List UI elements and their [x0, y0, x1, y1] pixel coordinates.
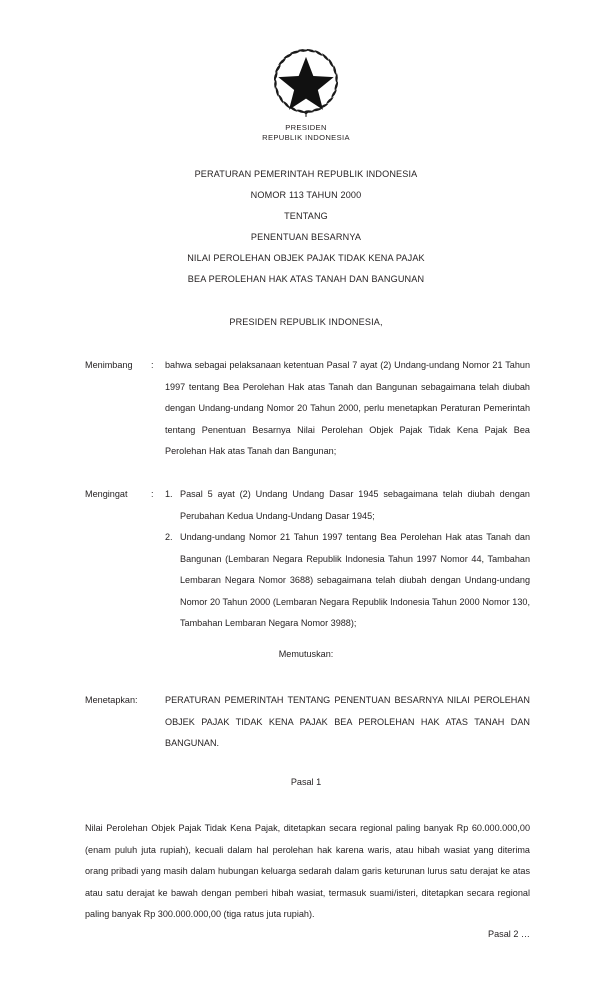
- emblem-caption-line-2: REPUBLIK INDONESIA: [262, 132, 350, 142]
- mengingat-item-text: Pasal 5 ayat (2) Undang Undang Dasar 1945 sebagaimana telah diubah dengan Perubahan Kedua Undang-Undang Dasar 1945;: [180, 489, 530, 521]
- mengingat-label: Mengingat: [85, 489, 128, 499]
- mengingat-body: [165, 484, 530, 635]
- emblem-block: [0, 42, 612, 142]
- clause-mengingat: [85, 484, 530, 635]
- menimbang-label: Menimbang: [85, 360, 133, 370]
- mengingat-item-marker: 2.: [165, 532, 173, 542]
- mengingat-item: [165, 527, 530, 635]
- title-line-regulation-type: PERATURAN PEMERINTAH REPUBLIK INDONESIA: [194, 169, 418, 179]
- pasal-1-paragraph: Nilai Perolehan Objek Pajak Tidak Kena Pajak, ditetapkan secara regional paling banyak Rp 60.000.000,00 (enam puluh juta rupiah), kecuali dalam hal perolehan hak karena waris, atau hibah wasiat yang diterima orang pribadi yang masih dalam hubungan keluarga sedarah dalam garis keturunan lurus satu derajat ke atas atau satu derajat ke bawah dengan pemberi hibah wasiat, termasuk suami/isteri, ditetapkan secara regional paling banyak Rp 300.000.000,00 (tiga ratus juta rupiah).: [85, 823, 530, 919]
- menetapkan-label: Menetapkan:: [85, 695, 138, 705]
- emblem-caption-line-1: PRESIDEN: [285, 123, 327, 132]
- title-line-tentang: TENTANG: [284, 211, 328, 221]
- mengingat-item: [165, 484, 530, 527]
- president-heading: PRESIDEN REPUBLIK INDONESIA,: [229, 317, 383, 327]
- pasal-1-body: [85, 818, 530, 926]
- mengingat-item-text: Undang-undang Nomor 21 Tahun 1997 tentang Bea Perolehan Hak atas Tanah dan Bangunan (Lembaran Negara Republik Indonesia Tahun 1997 Nomor 44, Tambahan Lembaran Negara Nomor 3688) sebagaimana telah diubah dengan Undang-undang Nomor 20 Tahun 2000 (Lembaran Negara Republik Indonesia Tahun 2000 Nomor 130, Tambahan Lembaran Negara Nomor 3988);: [180, 532, 530, 628]
- menetapkan-text: PERATURAN PEMERINTAH TENTANG PENENTUAN BESARNYA NILAI PEROLEHAN OBJEK PAJAK TIDAK KENA PAJAK BEA PEROLEHAN HAK ATAS TANAH DAN BANGUNAN.: [165, 695, 530, 748]
- next-section-footer: Pasal 2 …: [488, 929, 530, 939]
- pasal-1-heading: Pasal 1: [290, 777, 322, 787]
- clause-menimbang: [85, 355, 530, 463]
- title-line-number-year: NOMOR 113 TAHUN 2000: [250, 190, 362, 200]
- title-line-subject-3: BEA PEROLEHAN HAK ATAS TANAH DAN BANGUNAN: [187, 274, 425, 284]
- mengingat-colon: :: [151, 489, 154, 499]
- menimbang-text: bahwa sebagai pelaksanaan ketentuan Pasal 7 ayat (2) Undang-undang Nomor 21 Tahun 1997 tentang Bea Perolehan Hak atas Tanah dan Bangunan sebagaimana telah diubah dengan Undang-undang Nomor 20 Tahun 2000, perlu menetapkan Peraturan Pemerintah tentang Penentuan Besarnya Nilai Perolehan Objek Pajak Tidak Kena Pajak Bea Perolehan Hak atas Tanah dan Bangunan;: [165, 360, 530, 456]
- title-line-subject-1: PENENTUAN BESARNYA: [250, 232, 362, 242]
- title-line-subject-2: NILAI PEROLEHAN OBJEK PAJAK TIDAK KENA PAJAK: [187, 253, 425, 263]
- memutuskan-heading: Memutuskan:: [278, 649, 334, 659]
- indonesian-presidential-star-wreath-emblem: [267, 42, 345, 120]
- document-title-block: [56, 164, 556, 290]
- mengingat-item-marker: 1.: [165, 489, 173, 499]
- emblem-caption: [0, 123, 612, 142]
- menimbang-body: [165, 355, 530, 463]
- menimbang-colon: :: [151, 360, 154, 370]
